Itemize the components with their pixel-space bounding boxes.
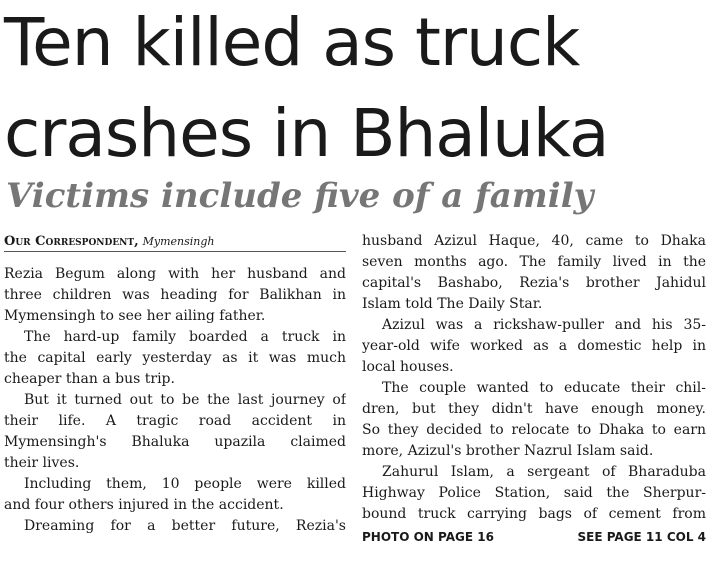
body-line: local houses. bbox=[362, 359, 454, 375]
body-line: Azizul was a rickshaw-puller and his 35- bbox=[382, 317, 706, 333]
body-line: more, Azizul's brother Nazrul Islam said. bbox=[362, 443, 654, 459]
body-line: Including them, 10 people were killed bbox=[24, 476, 346, 492]
body-line: Islam told The Daily Star. bbox=[362, 296, 543, 312]
body-line: The couple wanted to educate their chil- bbox=[382, 380, 706, 396]
body-line: dren, but they didn't have enough money. bbox=[362, 401, 706, 417]
body-line: their lives. bbox=[4, 455, 80, 471]
body-line: their life. A tragic road accident in bbox=[4, 413, 346, 429]
body-line: Mymensingh to see her ailing father. bbox=[4, 308, 266, 324]
body-line: Rezia Begum along with her husband and bbox=[4, 266, 346, 282]
body-line: Mymensingh's Bhaluka upazila claimed bbox=[4, 434, 346, 450]
body-line: seven months ago. The family lived in the bbox=[362, 254, 706, 270]
byline-author: Our Correspondent, bbox=[4, 234, 139, 249]
article-column-left bbox=[4, 231, 346, 537]
continued-reference: SEE PAGE 11 COL 4 bbox=[577, 530, 706, 544]
body-line: the capital early yesterday as it was much bbox=[4, 350, 346, 366]
headline-line-2: crashes in Bhaluka bbox=[4, 95, 609, 172]
body-line: The hard-up family boarded a truck in bbox=[24, 329, 346, 345]
body-line: capital's Bashabo, Rezia's brother Jahidul bbox=[362, 275, 706, 291]
body-line: Highway Police Station, said the Sherpur- bbox=[362, 485, 706, 501]
body-line: three children was heading for Balikhan in bbox=[4, 287, 346, 303]
body-line: Zahurul Islam, a sergeant of Bharaduba bbox=[382, 464, 706, 480]
headline-line-1: Ten killed as truck bbox=[4, 4, 580, 81]
body-line: Dreaming for a better future, Rezia's bbox=[24, 518, 346, 534]
byline-location: Mymensingh bbox=[142, 235, 215, 248]
body-line: cheaper than a bus trip. bbox=[4, 371, 175, 387]
continuation-refs bbox=[362, 529, 706, 545]
body-line: and four others injured in the accident. bbox=[4, 497, 284, 513]
body-line: husband Azizul Haque, 40, came to Dhaka bbox=[362, 233, 706, 249]
body-line: But it turned out to be the last journey of bbox=[24, 392, 346, 408]
body-line: bound truck carrying bags of cement from bbox=[362, 506, 706, 522]
byline bbox=[4, 231, 346, 252]
photo-reference: PHOTO ON PAGE 16 bbox=[362, 530, 494, 544]
body-line: So they decided to relocate to Dhaka to earn bbox=[362, 422, 706, 438]
article-column-right bbox=[362, 231, 706, 545]
body-line: year-old wife worked as a domestic help in bbox=[362, 338, 706, 354]
subheadline: Victims include five of a family bbox=[6, 176, 594, 216]
